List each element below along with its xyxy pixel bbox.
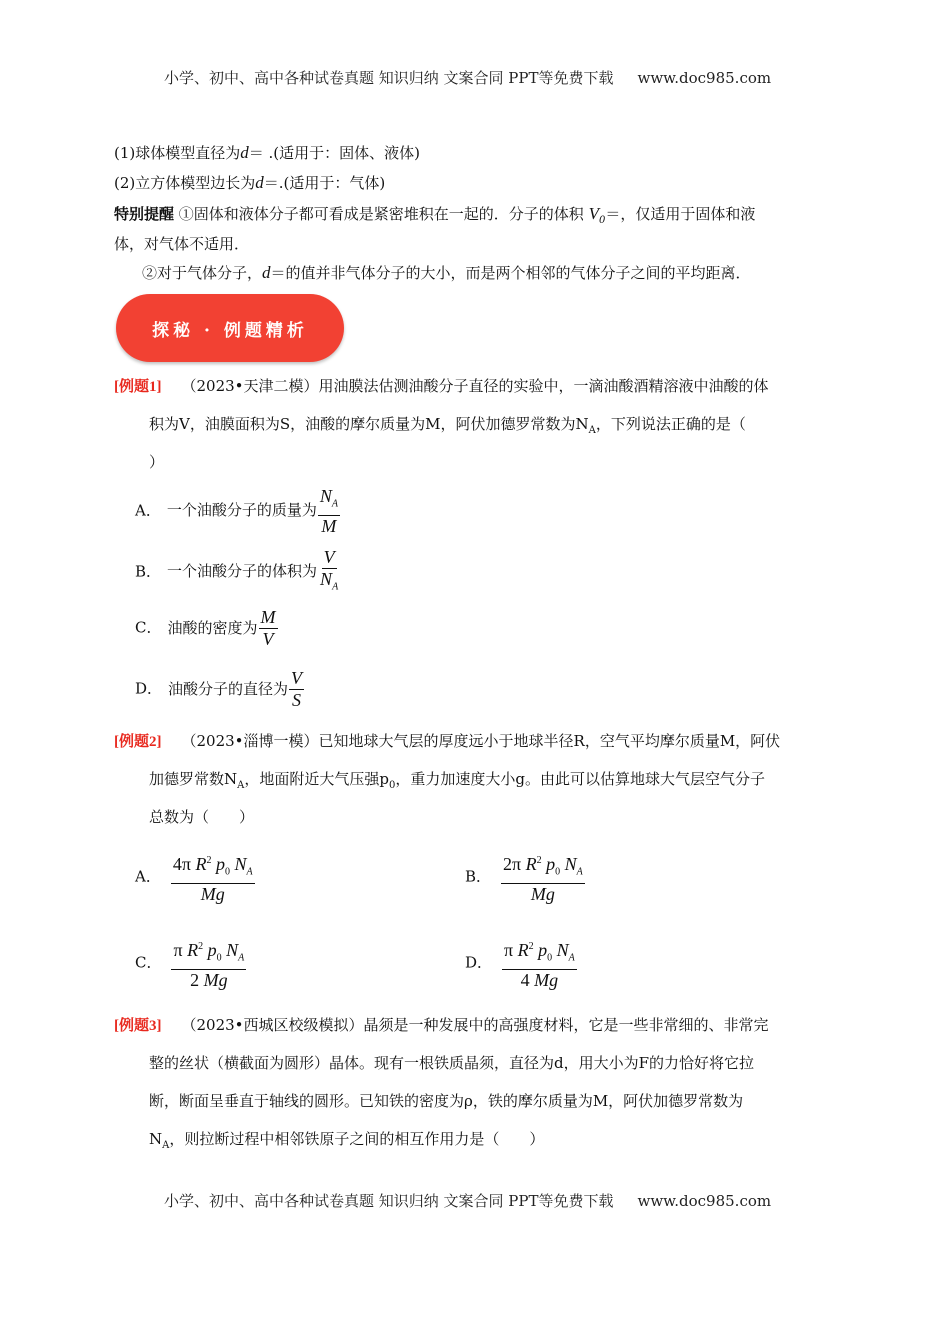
intro-line-2: (2)立方体模型边长为d＝.(适用于：气体) — [114, 173, 386, 192]
tip-line-2: 体，对气体不适用． — [114, 235, 250, 253]
page-footer — [164, 1191, 771, 1211]
section-banner: 探秘 · 例题精析 — [116, 294, 344, 362]
q1-line-2: 积为V，油膜面积为S，油酸的摩尔质量为M，阿伏加德罗常数为$N_A$，下列说法正确的是（ — [149, 415, 746, 436]
header-text: 小学、初中、高中各种试卷真题 知识归纳 文案合同 PPT等免费下载 — [164, 69, 614, 87]
tip-line-1: 特别提醒 ①固体和液体分子都可看成是紧密堆积在一起的．分子的体积 $V_0=$，仅适用于固体和液 — [114, 204, 756, 226]
q3-label: [例题3] — [114, 1018, 162, 1034]
q3-line-3: 断，断面呈垂直于轴线的圆形。已知铁的密度为ρ，铁的摩尔质量为M，阿伏加德罗常数为 — [149, 1092, 744, 1110]
q1-option-d[interactable]: D． 油酸分子的直径为 $\frac{V}{S}$ — [135, 668, 303, 710]
q2-option-a[interactable]: A． $\frac{4\pi R^2 p_0 N_A}{Mg}$ — [135, 850, 255, 905]
q2-option-c[interactable]: C． $\frac{\pi R^2 p_0 N_A}{2 Mg}$ — [135, 936, 246, 991]
q3-line-1: [例题3] （2023•西城区校级模拟）晶须是一种发展中的高强度材料，它是一些非常细的、非常完 — [114, 1016, 769, 1034]
q2-line-1: [例题2] （2023•淄博一模）已知地球大气层的厚度远小于地球半径R，空气平均摩尔质量M，阿伏 — [114, 732, 781, 750]
q1-option-c[interactable]: C． 油酸的密度为 $\frac{M}{V}$ — [135, 607, 276, 649]
q2-line-2: 加德罗常数$N_A$，地面附近大气压强$p_0$，重力加速度大小g。由此可以估算地球大气层空气分子 — [149, 770, 765, 791]
q2-label: [例题2] — [114, 734, 162, 750]
page-header — [164, 68, 771, 88]
q2-option-d[interactable]: D． $\frac{\pi R^2 p_0 N_A}{4 Mg}$ — [465, 936, 577, 991]
q1-option-b[interactable]: B． 一个油酸分子的体积为 $\frac{V}{N_A}$ — [135, 547, 339, 593]
footer-text: 小学、初中、高中各种试卷真题 知识归纳 文案合同 PPT等免费下载 — [164, 1192, 614, 1210]
q1-option-a[interactable]: A． 一个油酸分子的质量为 $\frac{N_A}{M}$ — [135, 486, 338, 536]
q3-line-2: 整的丝状（横截面为圆形）晶体。现有一根铁质晶须，直径为d，用大小为F的力恰好将它拉 — [149, 1054, 755, 1072]
footer-site: www.doc985.com — [637, 1192, 772, 1210]
q1-label: [例题1] — [114, 379, 162, 395]
q1-line-3: ） — [149, 453, 165, 471]
q2-option-b[interactable]: B． $\frac{2\pi R^2 p_0 N_A}{Mg}$ — [465, 850, 585, 905]
q1-line-1: [例题1] （2023•天津二模）用油膜法估测油酸分子直径的实验中，一滴油酸酒精溶液中油酸的体 — [114, 377, 769, 395]
intro-line-1: (1)球体模型直径为d＝ .(适用于：固体、液体) — [114, 143, 420, 162]
q2-line-3: 总数为（ ） — [149, 808, 255, 826]
tip-label: 特别提醒 — [114, 205, 175, 223]
q3-line-4: $N_A$，则拉断过程中相邻铁原子之间的相互作用力是（ ） — [149, 1130, 545, 1151]
header-site: www.doc985.com — [637, 69, 772, 87]
tip-line-3: ②对于气体分子，d＝的值并非气体分子的大小，而是两个相邻的气体分子之间的平均距离． — [142, 263, 751, 282]
